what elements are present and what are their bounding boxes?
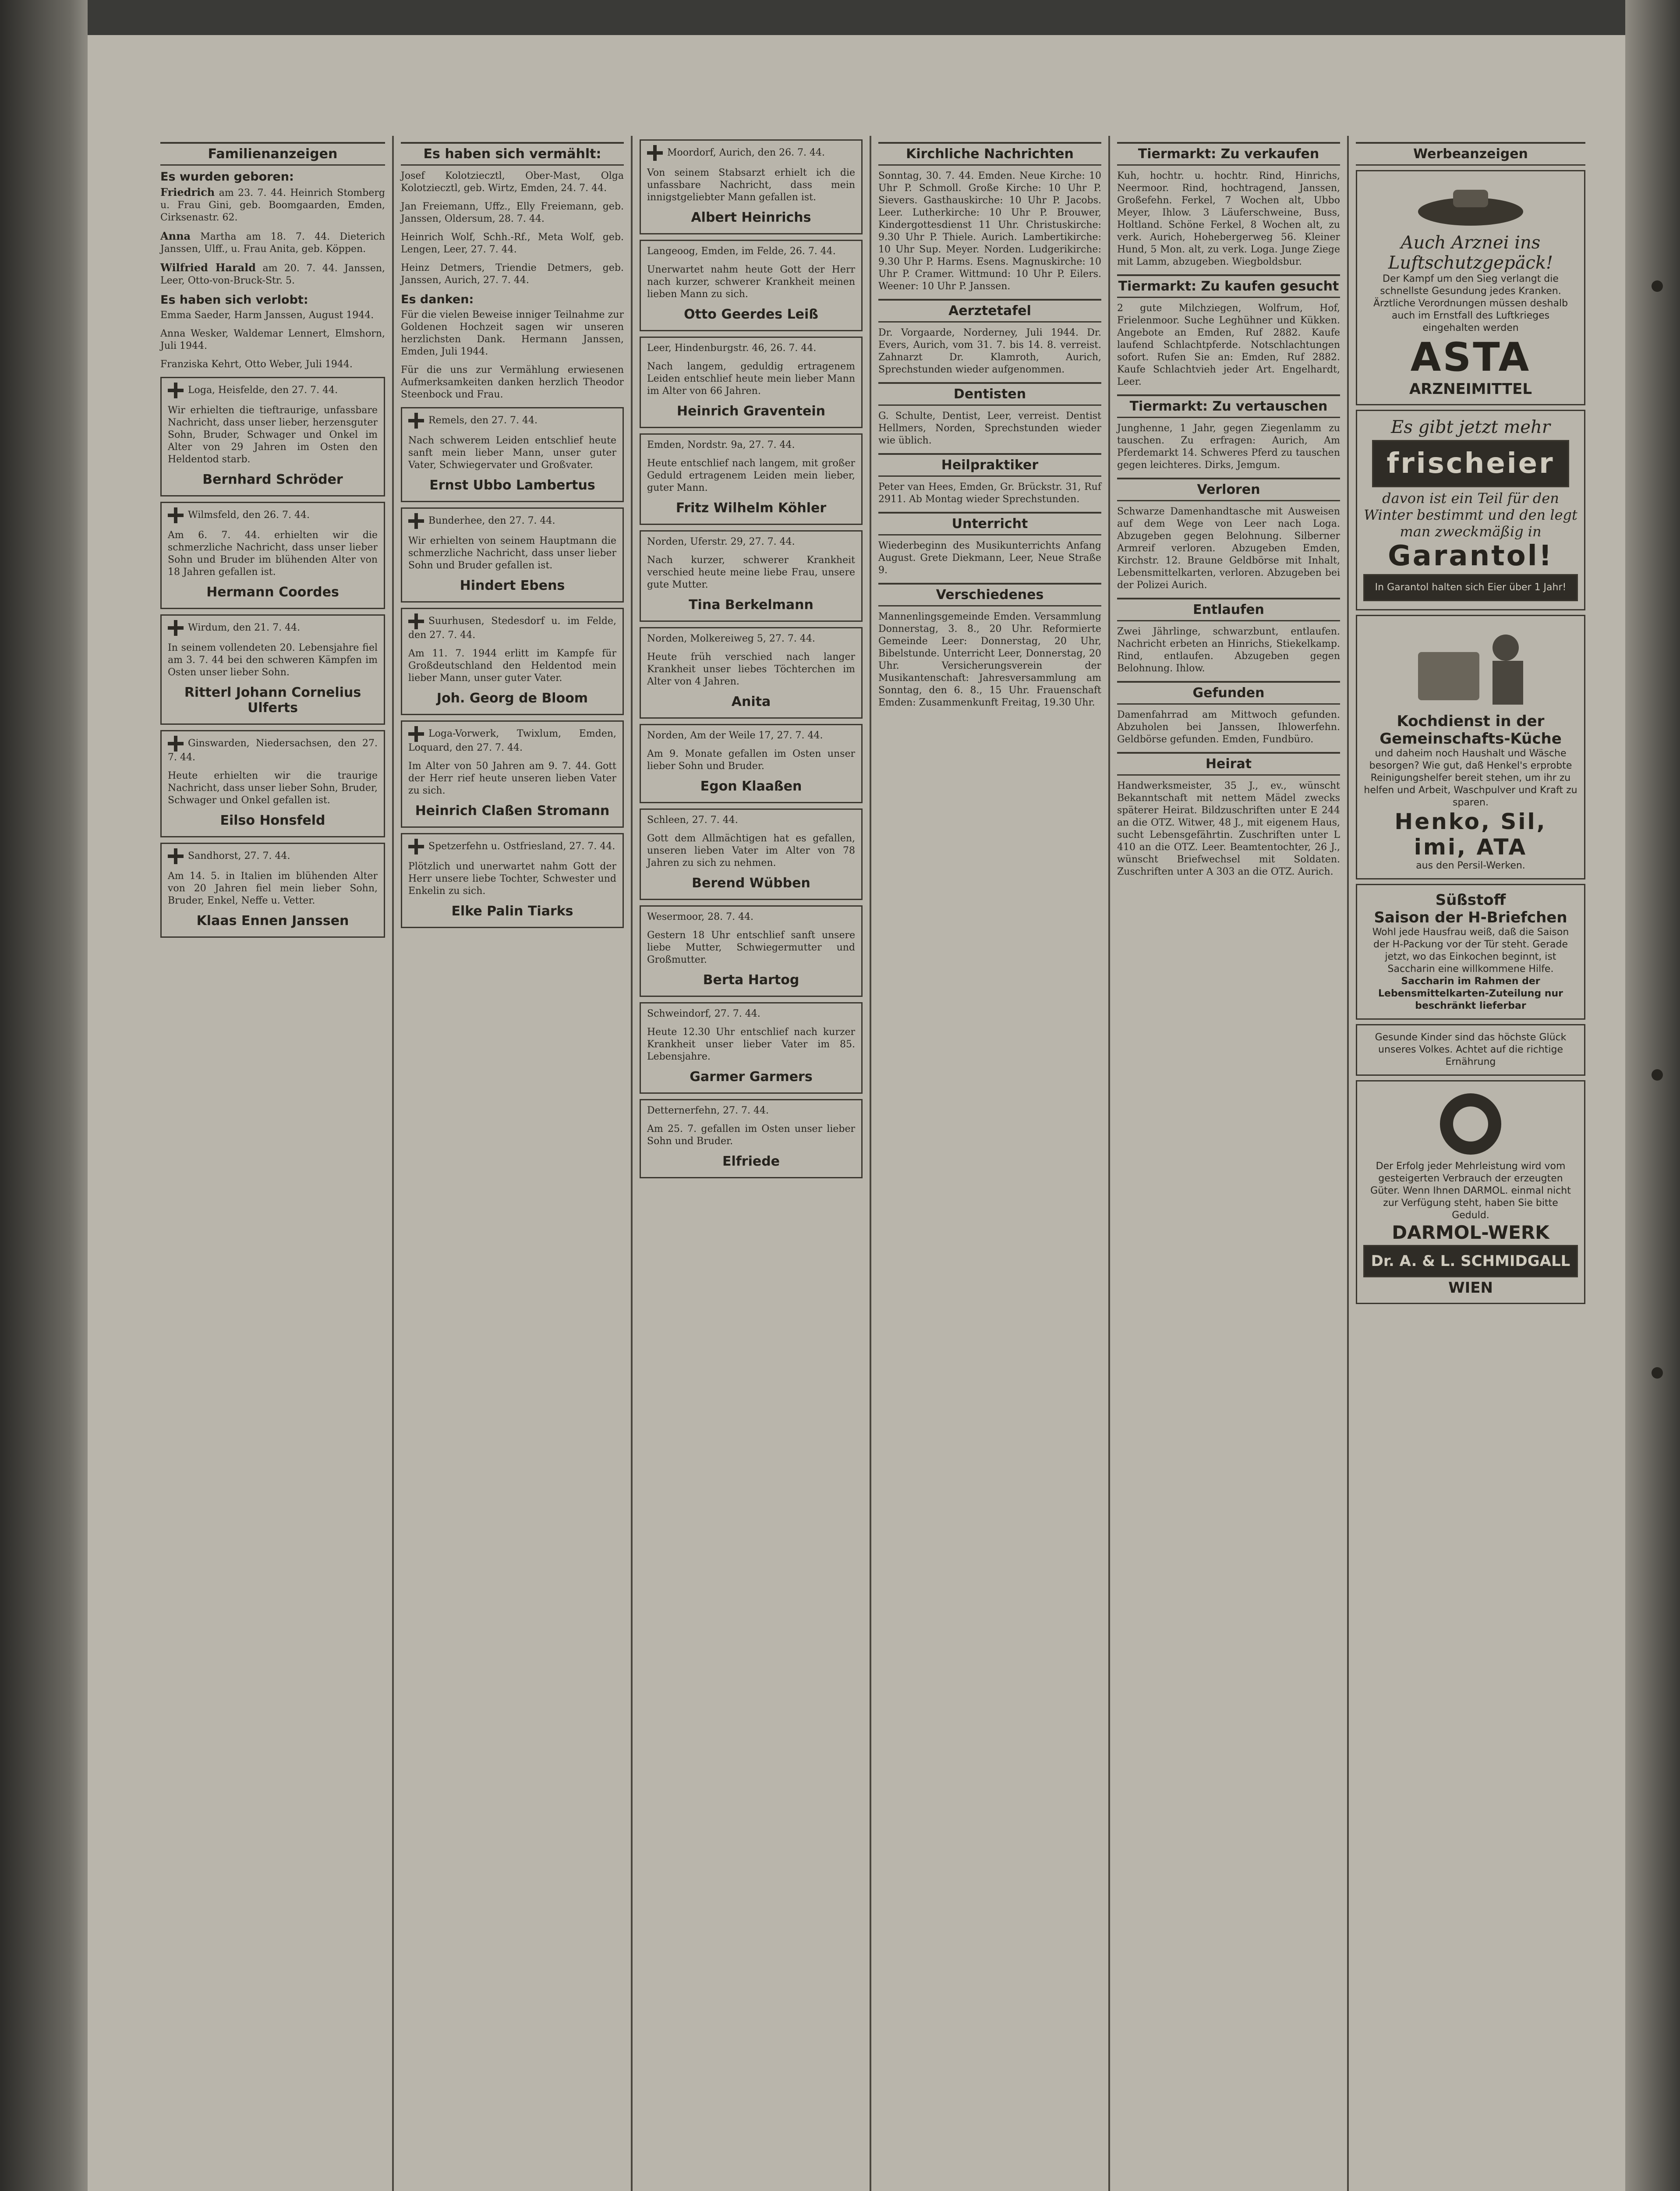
column-tiermarkt	[1108, 136, 1347, 2191]
ad-brand-2: Garantol!	[1388, 540, 1553, 572]
deceased-name: Klaas Ennen Janssen	[196, 913, 349, 929]
marriage-entry: Heinz Detmers, Triendie Detmers, geb. Janssen, Aurich, 27. 7. 44.	[401, 262, 624, 286]
ad-text: Der Kampf um den Sieg verlangt die schnellste Gesundung jedes Kranken. Ärztliche Verordnungen müssen deshalb auch im Ernstfall des Luftkrieges eingehalten werden	[1373, 273, 1568, 333]
ad-slogan: Es gibt jetzt mehr	[1391, 417, 1550, 437]
deceased-name: Joh. Georg de Bloom	[436, 691, 588, 706]
deceased-name: Anita	[731, 694, 771, 709]
birth-entry: Friedrich am 23. 7. 44. Heinrich Stomberg u. Frau Gini, geb. Boomgaarden, Emden, Cirksenastr. 62.	[160, 186, 385, 223]
section-header: Kirchliche Nachrichten	[878, 142, 1101, 166]
death-notice: Moordorf, Aurich, den 26. 7. 44. Von seinem Stabsarzt erhielt ich die unfassbare Nachricht, dass mein innigstgeliebter Mann gefallen ist. Albert Heinrichs	[640, 139, 863, 234]
healer-notice: Peter van Hees, Emden, Gr. Brückstr. 31, Ruf 2911. Ab Montag wieder Sprechstunden.	[878, 482, 1101, 505]
ad-title: Kochdienst in der Gemeinschafts-Küche	[1379, 713, 1562, 748]
iron-cross-icon	[408, 413, 424, 429]
deceased-name: Otto Geerdes Leiß	[684, 307, 818, 322]
deceased-name: Hindert Ebens	[460, 578, 565, 593]
death-notice: Wilmsfeld, den 26. 7. 44. Am 6. 7. 44. erhielten wir die schmerzliche Nachricht, dass unser lieber Sohn und Bruder im blühenden Alter von 18 Jahren gefallen ist. Hermann Coordes	[160, 502, 385, 609]
darmol-emblem-icon	[1438, 1091, 1503, 1157]
iron-cross-icon	[168, 620, 184, 636]
iron-cross-icon	[408, 839, 424, 854]
birth-entry: Wilfried Harald am 20. 7. 44. Janssen, Leer, Otto-von-Bruck-Str. 5.	[160, 261, 386, 286]
death-notice: Sandhorst, 27. 7. 44. Am 14. 5. in Italien im blühenden Alter von 20 Jahren fiel mein lieber Sohn, Bruder, Enkel, Neffe u. Vetter. Klaas Ennen Janssen	[160, 843, 385, 938]
thanks-entry: Für die vielen Beweise inniger Teilnahme zur Goldenen Hochzeit sagen wir unseren herzlichsten Dank. Hermann Janssen, Emden, Juli 1944.	[401, 309, 624, 357]
deceased-name: Fritz Wilhelm Köhler	[676, 500, 827, 516]
section-header: Werbeanzeigen	[1356, 142, 1585, 166]
death-notice: Bunderhee, den 27. 7. 44. Wir erhielten von seinem Hauptmann die schmerzliche Nachricht, dass unser lieber Sohn und Bruder gefallen ist. Hindert Ebens	[401, 507, 624, 603]
church-services: Sonntag, 30. 7. 44. Emden. Neue Kirche: 10 Uhr P. Schmoll. Große Kirche: 10 Uhr P. Sievers. Gasthauskirche: 10 Uhr P. Jacobs. Leer. Lutherkirche: 10 Uhr P. Brouwer, Kindergottesdienst 11 Uhr. Christuskirche: 9.30 Uhr P. Thiele. Aurich. Lambertikirche: 10 Uhr Sup. Meyer. Norden. Ludgerikirche: 9.30 Uhr P. Harms. Esens. Magnuskirche: 10 Uhr P. Cramer. Wittmund: 10 Uhr P. Eilers. Weener: 10 Uhr P. Janssen.	[878, 170, 1101, 292]
ad-brand: DARMOL-WERK	[1392, 1222, 1549, 1243]
lessons-notice: Wiederbeginn des Musikunterrichts Anfang August. Grete Diekmann, Leer, Neue Straße 9.	[878, 540, 1101, 576]
marriage-ads: Handwerksmeister, 35 J., ev., wünscht Bekanntschaft mit nettem Mädel zwecks späterer Heirat. Bildzuschriften unter E 244 an die OTZ. Witwer, 48 J., mit eigenem Haus, sucht Lebensgefährtin. Zuschriften unter L 410 an die OTZ. Leer. Beamtentochter, 26 J., wünscht Briefwechsel mit Soldaten. Zuschriften unter A 303 an die OTZ. Aurich.	[1117, 780, 1340, 877]
iron-cross-icon	[168, 507, 184, 523]
column-vermaehlt	[392, 136, 631, 2191]
ad-text: und daheim noch Haushalt und Wäsche besorgen? Wie gut, daß Henkel's erprobte Reinigungshelfer bereit stehen, um ihr zu helfen und Arbeit, Waschpulver und Kraft zu sparen.	[1364, 748, 1577, 808]
section-header: Es haben sich vermählt:	[401, 142, 624, 166]
section-header: Verschiedenes	[878, 583, 1101, 606]
iron-cross-icon	[168, 848, 184, 864]
death-notice: Norden, Uferstr. 29, 27. 7. 44. Nach kurzer, schwerer Krankheit verschied heute meine liebe Frau, unsere gute Mutter. Tina Berkelmann	[640, 530, 863, 622]
section-header: Gefunden	[1117, 681, 1340, 705]
deceased-name: Hermann Coordes	[206, 585, 339, 600]
ad-text: Wohl jede Hausfrau weiß, daß die Saison der H-Packung vor der Tür steht. Gerade jetzt, wo das Einkochen beginnt, ist Saccharin eine willkommene Hilfe.	[1372, 927, 1569, 975]
section-header: Heilpraktiker	[878, 453, 1101, 477]
ad-brand: frischeier	[1386, 447, 1555, 480]
thanks-entry: Für die uns zur Vermählung erwiesenen Aufmerksamkeiten danken herzlich Theodor Steenbock und Frau.	[401, 365, 624, 400]
column-trauer	[631, 136, 870, 2191]
dentists-notice: G. Schulte, Dentist, Leer, verreist. Dentist Hellmers, Norden, Sprechstunden wieder wie üblich.	[878, 411, 1101, 446]
section-header: Aerztetafel	[878, 299, 1101, 323]
ad-footer: In Garantol halten sich Eier über 1 Jahr!	[1363, 574, 1578, 601]
engagement-entry: Franziska Kehrt, Otto Weber, Juli 1944.	[160, 359, 353, 370]
engagement-entry: Emma Saeder, Harm Janssen, August 1944.	[160, 310, 374, 321]
ad-city: WIEN	[1448, 1279, 1493, 1297]
death-notice: Spetzerfehn u. Ostfriesland, 27. 7. 44. Plötzlich und unerwartet nahm Gott der Herr unsere liebe Tochter, Schwester und Enkelin zu sich. Elke Palin Tiarks	[401, 833, 624, 928]
darmol-ad	[1356, 1080, 1585, 1304]
deceased-name: Bernhard Schröder	[202, 472, 343, 487]
found-notice: Damenfahrrad am Mittwoch gefunden. Abzuholen bei Janssen, Ihlowerfehn. Geldbörse gefunden. Emden, Fundbüro.	[1117, 709, 1340, 745]
ad-text: Gesunde Kinder sind das höchste Glück unseres Volkes. Achtet auf die richtige Ernährung	[1375, 1032, 1567, 1067]
iron-cross-icon	[168, 736, 184, 752]
subheader-born: Es wurden geboren:	[160, 170, 294, 184]
deceased-name: Eilso Honsfeld	[220, 813, 325, 828]
lost-notice: Schwarze Damenhandtasche mit Ausweisen auf dem Wege von Leer nach Loga. Abzugeben gegen Belohnung. Silberner Armreif verloren. Abzugeben Emden, Kirchstr. 12. Braune Geldbörse mit Inhalt, Lebensmittelkarten, verloren. Abzugeben bei der Polizei Aurich.	[1117, 506, 1340, 591]
section-header: Tiermarkt: Zu verkaufen	[1117, 142, 1340, 166]
death-notice: Suurhusen, Stedesdorf u. im Felde, den 27. 7. 44. Am 11. 7. 1944 erlitt im Kampfe für Großdeutschland den Heldentod mein lieber Mann, unser guter Vater. Joh. Georg de Bloom	[401, 608, 624, 715]
page-left-shadow	[0, 0, 88, 2191]
section-header: Tiermarkt: Zu kaufen gesucht	[1117, 274, 1340, 298]
birth-entry: Anna Martha am 18. 7. 44. Dieterich Janssen, Ulff., u. Frau Anita, geb. Köppen.	[160, 230, 385, 255]
ad-brand: Süßstoff	[1435, 891, 1506, 909]
section-header: Tiermarkt: Zu vertauschen	[1117, 394, 1340, 418]
section-header: Entlaufen	[1117, 598, 1340, 621]
subheader-thanks: Es danken:	[401, 293, 474, 306]
deceased-name: Elfriede	[722, 1154, 780, 1169]
death-notice: Langeoog, Emden, im Felde, 26. 7. 44. Unerwartet nahm heute Gott der Herr nach kurzer, schwerer Krankheit meinen lieben Mann zu sich. Otto Geerdes Leiß	[640, 240, 863, 331]
binding-hole-icon	[1652, 1367, 1663, 1379]
misc-notice: Mannenlingsgemeinde Emden. Versammlung Donnerstag, 3. 8., 20 Uhr. Reformierte Gemeinde Leer: Donnerstag, 20 Uhr, Bibelstunde. Unterricht Leer, Donnerstag, 20 Uhr. Versicherungsverein der Musikantenschaft: Jahresversammlung am Sonntag, den 6. 8., 15 Uhr. Frauenschaft Emden: Zusammenkunft Freitag, 19.30 Uhr.	[878, 611, 1101, 708]
ad-text: davon ist ein Teil für den Winter bestimmt und den legt man zweckmäßig in	[1364, 490, 1577, 540]
page-right-edge	[1625, 0, 1680, 2191]
ad-brand: Henko, Sil, imi, ATA	[1394, 809, 1547, 860]
marriage-entry: Josef Kolotziecztl, Ober-Mast, Olga Kolotziecztl, geb. Wirtz, Emden, 24. 7. 44.	[401, 170, 624, 194]
death-notice: Detternerfehn, 27. 7. 44. Am 25. 7. gefallen im Osten unser lieber Sohn und Bruder. Elfriede	[640, 1099, 863, 1178]
death-notice: Wirdum, den 21. 7. 44. In seinem vollendeten 20. Lebensjahre fiel am 3. 7. 44 bei den schweren Kämpfen im Osten unser lieber Sohn. Ritterl Johann Cornelius Ulferts	[160, 614, 385, 725]
section-header: Familienanzeigen	[160, 142, 385, 166]
deceased-name: Garmer Garmers	[690, 1069, 813, 1085]
deceased-name: Tina Berkelmann	[689, 597, 813, 613]
death-notice: Wesermoor, 28. 7. 44. Gestern 18 Uhr entschlief sanft unsere liebe Mutter, Schwiegermutter und Großmutter. Berta Hartog	[640, 905, 863, 997]
column-kirche	[870, 136, 1108, 2191]
binding-hole-icon	[1652, 1069, 1663, 1081]
ad-footer: Saccharin im Rahmen der Lebensmittelkarten-Zuteilung nur beschränkt lieferbar	[1378, 976, 1563, 1011]
binding-hole-icon	[1652, 280, 1663, 292]
column-werbung	[1347, 136, 1592, 2191]
saccharin-ad	[1356, 884, 1585, 1020]
asta-ad	[1356, 170, 1585, 405]
henkel-ad	[1356, 615, 1585, 879]
death-notice: Schweindorf, 27. 7. 44. Heute 12.30 Uhr entschlief nach kurzer Krankheit unser lieber Vater im 85. Lebensjahre. Garmer Garmers	[640, 1002, 863, 1094]
deceased-name: Berend Wübben	[692, 876, 810, 891]
deceased-name: Berta Hartog	[703, 972, 799, 988]
ad-brand: ASTA	[1410, 334, 1531, 380]
marriage-entry: Heinrich Wolf, Schh.-Rf., Meta Wolf, geb. Lengen, Leer, 27. 7. 44.	[401, 232, 624, 255]
death-notice: Schleen, 27. 7. 44. Gott dem Allmächtigen hat es gefallen, unseren lieben Vater im Alter von 78 Jahren zu sich zu nehmen. Berend Wübben	[640, 808, 863, 900]
deceased-name: Elke Palin Tiarks	[451, 904, 573, 919]
deceased-name: Albert Heinrichs	[691, 210, 811, 225]
newspaper-page	[88, 35, 1625, 2191]
ad-title: Saison der H-Briefchen	[1374, 909, 1567, 926]
death-notice: Norden, Am der Weile 17, 27. 7. 44. Am 9. Monate gefallen im Osten unser lieber Sohn und Bruder. Egon Klaaßen	[640, 724, 863, 803]
washerwoman-illustration-icon	[1401, 626, 1541, 709]
ad-subbrand: aus den Persil-Werken.	[1416, 860, 1525, 871]
deceased-name: Ernst Ubbo Lambertus	[429, 478, 595, 493]
deceased-name: Egon Klaaßen	[700, 779, 802, 794]
death-notice: Leer, Hindenburgstr. 46, 26. 7. 44. Nach langem, geduldig ertragenem Leiden entschlief heute mein lieber Mann im Alter von 66 Jahren. Heinrich Graventein	[640, 337, 863, 428]
section-header: Verloren	[1117, 478, 1340, 501]
market-sell: Kuh, hochtr. u. hochtr. Rind, Hinrichs, Neermoor. Rind, hochtragend, Janssen, Großefehn. Ferkel, 7 Wochen alt, Ubbo Meyer, Ihlow. 3 Läuferschweine, Buss, Holtland. Schöne Ferkel, 8 Wochen alt, zu verk. Aurich, Hohebergerweg 56. Kleiner Hund, 5 Mon. alt, zu verk. Loga. Junge Ziege mit Lamm, abzugeben. Wiegboldsbur.	[1117, 170, 1340, 267]
death-notice: Loga-Vorwerk, Twixlum, Emden, Loquard, den 27. 7. 44. Im Alter von 50 Jahren am 9. 7. 44. Gott der Herr rief heute unseren lieben Vater zu sich. Heinrich Claßen Stromann	[401, 720, 624, 828]
subheader-engaged: Es haben sich verlobt:	[160, 293, 308, 307]
ad-subbrand: ARZNEIMITTEL	[1409, 380, 1532, 398]
section-header: Unterricht	[878, 512, 1101, 535]
death-notice: Ginswarden, Niedersachsen, den 27. 7. 44. Heute erhielten wir die traurige Nachricht, dass unser lieber Sohn, Bruder, Schwager und Onkel gefallen ist. Eilso Honsfeld	[160, 730, 385, 837]
deceased-name: Ritterl Johann Cornelius Ulferts	[184, 685, 361, 716]
iron-cross-icon	[408, 613, 424, 629]
market-trade: Junghenne, 1 Jahr, gegen Ziegenlamm zu tauschen. Zu erfragen: Aurich, Am Pferdemarkt 14. Schweres Pferd zu tauschen gegen leichteres. Dirks, Jemgum.	[1117, 423, 1340, 471]
death-notice: Loga, Heisfelde, den 27. 7. 44. Wir erhielten die tieftraurige, unfassbare Nachricht, dass unser lieber, herzensguter Sohn, Bruder, Schwager und Onkel im Alter von 29 Jahren im Osten den Heldentod starb. Bernhard Schröder	[160, 377, 385, 496]
death-notice: Norden, Molkereiweg 5, 27. 7. 44. Heute früh verschied nach langer Krankheit unser liebes Töchterchen im Alter von 4 Jahren. Anita	[640, 627, 863, 719]
doctors-notice: Dr. Vorgaarde, Norderney, Juli 1944. Dr. Evers, Aurich, vom 31. 7. bis 14. 8. verreist. Zahnarzt Dr. Klamroth, Aurich, Sprechstunden wieder aufgenommen.	[878, 327, 1101, 375]
garantol-ad	[1356, 410, 1585, 610]
section-header: Dentisten	[878, 382, 1101, 406]
engagement-entry: Anna Wesker, Waldemar Lennert, Elmshorn, Juli 1944.	[160, 328, 385, 351]
death-notice: Remels, den 27. 7. 44. Nach schwerem Leiden entschlief heute sanft mein lieber Mann, unser guter Vater, Schwiegervater und Großvater. Ernst Ubbo Lambertus	[401, 407, 624, 502]
section-header: Heirat	[1117, 752, 1340, 776]
runaway-notice: Zwei Jährlinge, schwarzbunt, entlaufen. Nachricht erbeten an Hinrichs, Stiekelkamp. Rind, entlaufen. Abzugeben gegen Belohnung. Ihlow.	[1117, 626, 1340, 674]
ad-slogan: Auch Arznei ins Luftschutzgepäck!	[1388, 233, 1553, 273]
market-buy: 2 gute Milchziegen, Wolfrum, Hof, Frielenmoor. Suche Leghühner und Kükken. Angebote an Emden, Ruf 2882. Kaufe laufend Schlachtpferde. Notschlachtungen sofort. Rufen Sie an: Emden, Ruf 2882. Kaufe Schlachtvieh jeder Art. Engelhardt, Leer.	[1117, 303, 1340, 387]
iron-cross-icon	[647, 145, 663, 161]
deceased-name: Heinrich Graventein	[676, 404, 825, 419]
death-notice: Emden, Nordstr. 9a, 27. 7. 44. Heute entschlief nach langem, mit großer Geduld ertragenem Leiden mein lieber, guter Mann. Fritz Wilhelm Köhler	[640, 433, 863, 525]
ad-brand-2: Dr. A. & L. SCHMIDGALL	[1363, 1245, 1578, 1277]
medicine-bag-icon	[1405, 181, 1536, 229]
iron-cross-icon	[408, 513, 424, 529]
iron-cross-icon	[168, 383, 184, 398]
deceased-name: Heinrich Claßen Stromann	[415, 803, 610, 819]
marriage-entry: Jan Freiemann, Uffz., Elly Freiemann, geb. Janssen, Oldersum, 28. 7. 44.	[401, 201, 624, 224]
children-nutrition-ad	[1356, 1024, 1585, 1076]
column-familienanzeigen	[153, 136, 392, 2191]
iron-cross-icon	[408, 726, 424, 742]
ad-text: Der Erfolg jeder Mehrleistung wird vom gesteigerten Verbrauch der erzeugten Güter. Wenn Ihnen DARMOL. einmal nicht zur Verfügung steht, haben Sie bitte Geduld.	[1370, 1161, 1571, 1221]
